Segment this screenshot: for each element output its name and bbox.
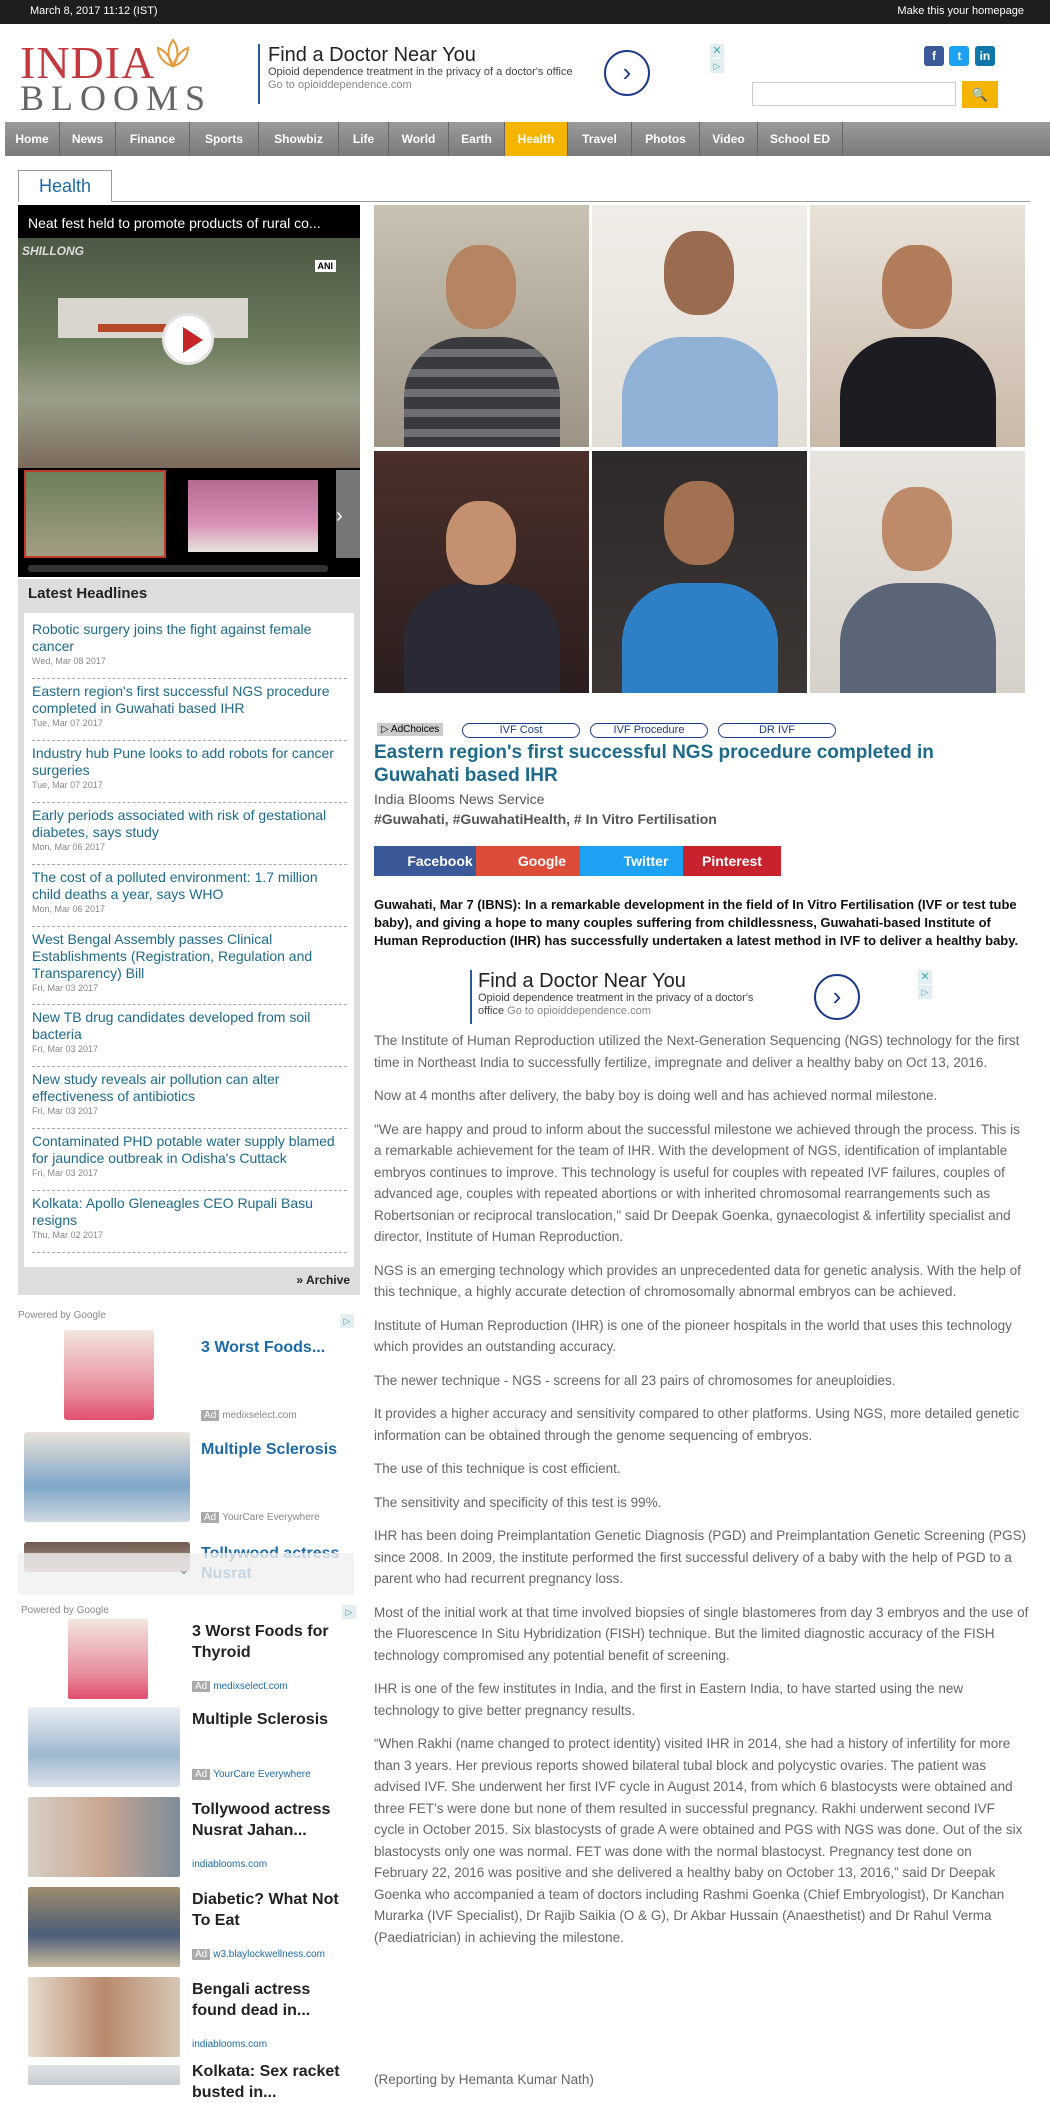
article-paragraph: "We are happy and proud to inform about the successful milestone we achieved through the process. This is a remarkable achievement for the team of IHR. With the development of NGS, identification of implantable embryos continues to improve. This technology is useful for couples with repeated IVF failures, couples of advanced age, couples with repeated abortions or with inherited chromosomal rearrangements such as Robertsonian or reciprocal translocation," said Dr Deepak Goenka, gynaecologist & infertility specialist and director, Institute of Human Reproduction. — [374, 1121, 1020, 1244]
nav-news[interactable]: News — [60, 122, 116, 156]
current-date: March 8, 2017 11:12 (IST) — [30, 5, 158, 17]
google-share-button[interactable]: Google — [476, 846, 608, 876]
ad-title[interactable]: Multiple Sclerosis — [192, 1711, 329, 1728]
article-paragraph: Now at 4 months after delivery, the baby boy is doing well and has achieved normal milestone. — [374, 1088, 938, 1103]
ad-image[interactable] — [24, 1432, 190, 1522]
logo-line-2: BLOOMS — [20, 78, 213, 118]
twitter-icon[interactable]: t — [949, 46, 969, 66]
article-credit: (Reporting by Hemanta Kumar Nath) — [374, 2072, 594, 2087]
nav-earth[interactable]: Earth — [449, 122, 505, 156]
section-tab-health[interactable]: Health — [18, 170, 112, 202]
article-paragraph: NGS is an emerging technology which provides an unprecedented data for genetic analysis. With the help of this technique, a highly accurate detection of chromosomally abnormal embryos can be achieved. — [374, 1262, 1021, 1299]
headline-date: Thu, Mar 02 2017 — [32, 1230, 104, 1240]
ad-info-icon[interactable]: ▷ — [710, 59, 724, 73]
photo-person — [810, 205, 1025, 447]
headline-link[interactable]: Industry hub Pune looks to add robots for cancer surgeries — [32, 745, 334, 778]
article-photo-collage — [374, 205, 1025, 693]
photo-person — [810, 451, 1025, 693]
article-tags[interactable]: #Guwahati, #GuwahatiHealth, # In Vitro Fertilisation — [374, 811, 717, 827]
powered-by-google: Powered by Google — [18, 1310, 106, 1321]
ad-source: YourCare Everywhere — [213, 1769, 311, 1780]
chevron-down-icon[interactable]: ⌄ — [178, 1561, 190, 1577]
lotus-icon — [152, 36, 194, 72]
article-lead: Guwahati, Mar 7 (IBNS): In a remarkable development in the field of In Vitro Fertilisation (IVF or test tube baby), and giving a hope to many couples suffering from childlessness, Guwahati-based Institute of Human Reproduction (IHR) has successfully undertaken a latest method in IVF to deliver a healthy baby. — [374, 897, 1019, 948]
headline-link[interactable]: New study reveals air pollution can alter effectiveness of antibiotics — [32, 1071, 280, 1104]
section-header — [18, 170, 1030, 202]
list-item[interactable] — [32, 745, 347, 803]
ad-link[interactable]: Go to opioiddependence.com — [268, 79, 412, 91]
ad-text: Opioid dependence treatment in the privacy of a doctor's office — [478, 992, 754, 1017]
ad-source: medixselect.com — [222, 1410, 297, 1421]
search-input[interactable] — [752, 82, 956, 106]
ad-source: w3.blaylockwellness.com — [213, 1949, 325, 1960]
ad-title[interactable]: Diabetic? What Not To Eat — [192, 1891, 339, 1929]
nav-school-ed[interactable]: School ED — [758, 122, 843, 156]
list-item[interactable] — [32, 1009, 347, 1067]
nav-life[interactable]: Life — [339, 122, 389, 156]
nav-photos[interactable]: Photos — [632, 122, 700, 156]
inline-ad-banner[interactable] — [470, 970, 870, 1024]
ad-image[interactable] — [28, 1707, 180, 1787]
ad-title[interactable]: 3 Worst Foods for Thyroid — [192, 1623, 329, 1661]
video-thumbnail[interactable] — [24, 470, 166, 558]
ad-info-icon[interactable]: ▷ — [918, 985, 932, 999]
headline-date: Fri, Mar 03 2017 — [32, 1044, 99, 1054]
latest-headlines — [18, 579, 360, 1295]
social-links — [924, 46, 996, 66]
photo-person — [374, 451, 589, 693]
chevron-right-icon[interactable]: › — [336, 505, 343, 527]
list-item[interactable] — [32, 683, 347, 741]
list-item[interactable] — [32, 1071, 347, 1129]
play-icon[interactable] — [162, 313, 214, 365]
ad-close-icon[interactable]: ✕ — [710, 44, 724, 58]
ad-source: medixselect.com — [213, 1681, 288, 1692]
nav-finance[interactable]: Finance — [116, 122, 190, 156]
ad-source: indiablooms.com — [192, 2039, 268, 2050]
headline-date: Tue, Mar 07 2017 — [32, 718, 103, 728]
ad-pill[interactable]: IVF Procedure — [590, 723, 708, 738]
powered-by-google: Powered by Google — [21, 1605, 109, 1616]
ad-title[interactable]: Bengali actress found dead in... — [192, 1981, 311, 2019]
article-paragraph: The use of this technique is cost efficient. — [374, 1461, 621, 1476]
article-title: Eastern region's first successful NGS procedure completed in Guwahati based IHR — [374, 742, 934, 786]
ad-title: Find a Doctor Near You — [268, 44, 476, 66]
main-nav — [5, 122, 1050, 156]
logo-line-1: INDIA — [20, 37, 156, 88]
ad-close-icon[interactable]: ✕ — [918, 970, 932, 984]
recommended-ads: Powered by Google ▷ 3 Worst Foods for Thyroid Ad medixselect.com Multiple Sclerosis Ad YourCare Everywhere Tollywood actress Nusrat Jahan... indiablooms.com Diabetic? What Not To Eat Ad w3.blaylockwellness.com Bengali actress found dead in... indiablooms.com Kolkata: Sex racket busted in... — [18, 1605, 360, 2085]
ad-image[interactable] — [28, 1977, 180, 2057]
ad-image[interactable] — [28, 2065, 180, 2085]
video-scene-banner — [58, 298, 248, 338]
video-frame[interactable] — [18, 238, 360, 468]
nav-showbiz[interactable]: Showbiz — [259, 122, 339, 156]
list-item[interactable] — [32, 1195, 347, 1253]
article-paragraph: Most of the initial work at that time involved biopsies of single blastomeres from day 3 embryos and the use of the Fluorescence In Situ Hybridization (FISH) technique. But the limited diagnostic accuracy of the FISH technology compromised any potential benefit of screening. — [374, 1604, 1029, 1663]
nav-world[interactable]: World — [389, 122, 449, 156]
nav-sports[interactable]: Sports — [190, 122, 259, 156]
article-body — [374, 1030, 1029, 1960]
video-title[interactable]: Neat fest held to promote products of rural co... — [28, 215, 321, 231]
ad-image[interactable] — [64, 1330, 154, 1420]
top-bar — [0, 0, 1050, 24]
pinterest-share-button[interactable]: Pinterest — [683, 846, 781, 876]
headline-list — [24, 613, 354, 1267]
ad-title[interactable]: Tollywood actress Nusrat Jahan... — [192, 1801, 331, 1839]
linkedin-icon[interactable]: in — [975, 46, 995, 66]
ad-source: YourCare Everywhere — [222, 1512, 320, 1523]
ad-title[interactable]: 3 Worst Foods... — [201, 1339, 326, 1356]
headline-date: Mon, Mar 06 2017 — [32, 842, 106, 852]
headline-link[interactable]: Eastern region's first successful NGS procedure completed in Guwahati based IHR — [32, 683, 330, 716]
ad-pill[interactable]: DR IVF — [718, 723, 836, 738]
ad-overlay[interactable] — [18, 1553, 354, 1595]
list-item[interactable] — [32, 869, 347, 927]
list-item[interactable] — [32, 621, 347, 679]
article-paragraph: The Institute of Human Reproduction utilized the Next-Generation Sequencing (NGS) technology for the first time in Northeast India to successfully fertilize, impregnate and deliver a healthy baby on Oct 13, 2016. — [374, 1033, 1020, 1070]
ad-title[interactable]: Multiple Sclerosis — [201, 1441, 338, 1458]
article-paragraph: It provides a higher accuracy and sensitivity compared to other platforms. Using NGS, more detailed genetic information can be obtained through the genome sequencing of embryos. — [374, 1406, 1020, 1443]
search-button[interactable] — [962, 81, 998, 108]
adchoices-text: AdChoices — [390, 724, 440, 735]
site-logo[interactable] — [20, 36, 220, 118]
headline-date: Fri, Mar 03 2017 — [32, 983, 99, 993]
list-item[interactable] — [32, 807, 347, 865]
thumbnail-scrollbar[interactable] — [28, 565, 328, 572]
list-item[interactable] — [32, 1133, 347, 1191]
ad-text: Opioid dependence treatment in the privacy of a doctor's office — [268, 66, 573, 78]
twitter-share-button[interactable]: Twitter — [580, 846, 712, 876]
search-icon: 🔍 — [971, 87, 989, 102]
ad-info-icon[interactable]: ▷ — [340, 1314, 354, 1328]
video-thumbnail[interactable] — [188, 480, 318, 552]
headline-date: Mon, Mar 06 2017 — [32, 904, 106, 914]
nav-travel[interactable]: Travel — [568, 122, 632, 156]
headline-link[interactable]: The cost of a polluted environment: 1.7 million child deaths a year, says WHO — [32, 869, 318, 902]
article-paragraph: The sensitivity and specificity of this test is 99%. — [374, 1494, 662, 1510]
ad-info-icon[interactable]: ▷ — [342, 1605, 356, 1619]
headline-link[interactable]: West Bengal Assembly passes Clinical Establishments (Registration, Regulation and Transparency) Bill — [32, 931, 313, 981]
video-player[interactable] — [18, 205, 360, 577]
ad-image[interactable] — [68, 1619, 148, 1699]
video-badge: ANI — [315, 260, 337, 272]
headline-date: Fri, Mar 03 2017 — [32, 1168, 99, 1178]
facebook-share-button[interactable]: Facebook — [374, 846, 506, 876]
chevron-right-icon[interactable]: › — [604, 50, 650, 96]
top-ad-banner[interactable] — [258, 44, 678, 104]
chevron-right-icon[interactable]: › — [814, 974, 860, 1020]
nav-video[interactable]: Video — [700, 122, 758, 156]
headline-link[interactable]: Early periods associated with risk of gestational diabetes, says study — [32, 807, 327, 840]
article-paragraph: “When Rakhi (name changed to protect identity) visited IHR in 2014, she had a history of infertility for more than 3 years. Her previous reports showed bilateral tubal block and polycystic ovaries. The patient was advised IVF. She underwent her first IVF cycle in August 2014, from which 6 blastocysts were obtained and three FET’s were done but none of them resulted in successful pregnancy. Rakhi underwent second IVF cycle in October 2015. Six blastocysts of grade A were obtained and PGS with NGS was done. Out of the six blastocysts only one was normal. FET was done with the normal blastocyst. Pregnancy test done on February 22, 2016 was positive and she delivered a healthy baby on October 13, 2016,” said Dr Deepak Goenka who accompanied a team of doctors including Rashmi Goenka (Chief Embryologist), Dr Kanchan Murarka (IVF Specialist), Dr Rajib Saikia (O & G), Dr Akbar Hussain (Anaesthetist) and Dr Rahul Verma (Paediatrician) in achieving the milestone. — [374, 1736, 1023, 1945]
ad-pill[interactable]: IVF Cost — [462, 723, 580, 738]
video-location: SHILLONG — [22, 244, 84, 258]
ad-link[interactable]: Go to opioiddependence.com — [507, 1005, 651, 1017]
headline-link[interactable]: New TB drug candidates developed from soil bacteria — [32, 1009, 311, 1042]
nav-home[interactable]: Home — [5, 122, 60, 156]
article-paragraph: The newer technique - NGS - screens for all 23 pairs of chromosomes for aneuploidies. — [374, 1372, 896, 1388]
nav-health[interactable]: Health — [505, 122, 568, 156]
latest-headlines-heading: Latest Headlines — [28, 585, 148, 602]
ad-title: Find a Doctor Near You — [478, 970, 686, 992]
article-paragraph: IHR has been doing Preimplantation Genetic Diagnosis (PGD) and Preimplantation Genetic Screening (PGS) since 2008. In 2009, the institute performed the first successful delivery of a baby with the help of PGD to a parent who had recurrent pregnancy loss. — [374, 1528, 1027, 1586]
make-homepage-link[interactable]: Make this your homepage — [897, 5, 1024, 17]
headline-link[interactable]: Contaminated PHD potable water supply blamed for jaundice outbreak in Odisha's Cuttack — [32, 1133, 335, 1166]
headline-date: Wed, Mar 08 2017 — [32, 656, 106, 666]
ad-image[interactable] — [28, 1797, 180, 1877]
headline-link[interactable]: Kolkata: Apollo Gleneagles CEO Rupali Basu resigns — [32, 1195, 313, 1228]
ad-source: indiablooms.com — [192, 1859, 268, 1870]
article-paragraph: IHR is one of the few institutes in India, and the first in Eastern India, to have started using the new technology to give better pregnancy results. — [374, 1681, 964, 1718]
photo-person — [592, 205, 807, 447]
ad-image[interactable] — [28, 1887, 180, 1967]
article-byline: India Blooms News Service — [374, 791, 545, 807]
photo-person — [374, 205, 589, 447]
list-item[interactable] — [32, 931, 347, 1005]
photo-person — [592, 451, 807, 693]
adchoices-label[interactable]: ▷ AdChoices — [377, 723, 443, 736]
headline-link[interactable]: Robotic surgery joins the fight against female cancer — [32, 621, 312, 654]
ad-title[interactable]: Kolkata: Sex racket busted in... — [192, 2063, 340, 2101]
archive-link[interactable]: » Archive — [296, 1273, 350, 1287]
headline-date: Tue, Mar 07 2017 — [32, 780, 103, 790]
google-ads: Powered by Google ▷ 3 Worst Foods... Ad medixselect.com Multiple Sclerosis Ad YourCare Everywhere — [18, 1310, 360, 1560]
headline-date: Fri, Mar 03 2017 — [32, 1106, 99, 1116]
article-paragraph: Institute of Human Reproduction (IHR) is one of the pioneer hospitals in the world that uses this technology which provides an outstanding accuracy. — [374, 1317, 1012, 1354]
facebook-icon[interactable]: f — [924, 46, 944, 66]
